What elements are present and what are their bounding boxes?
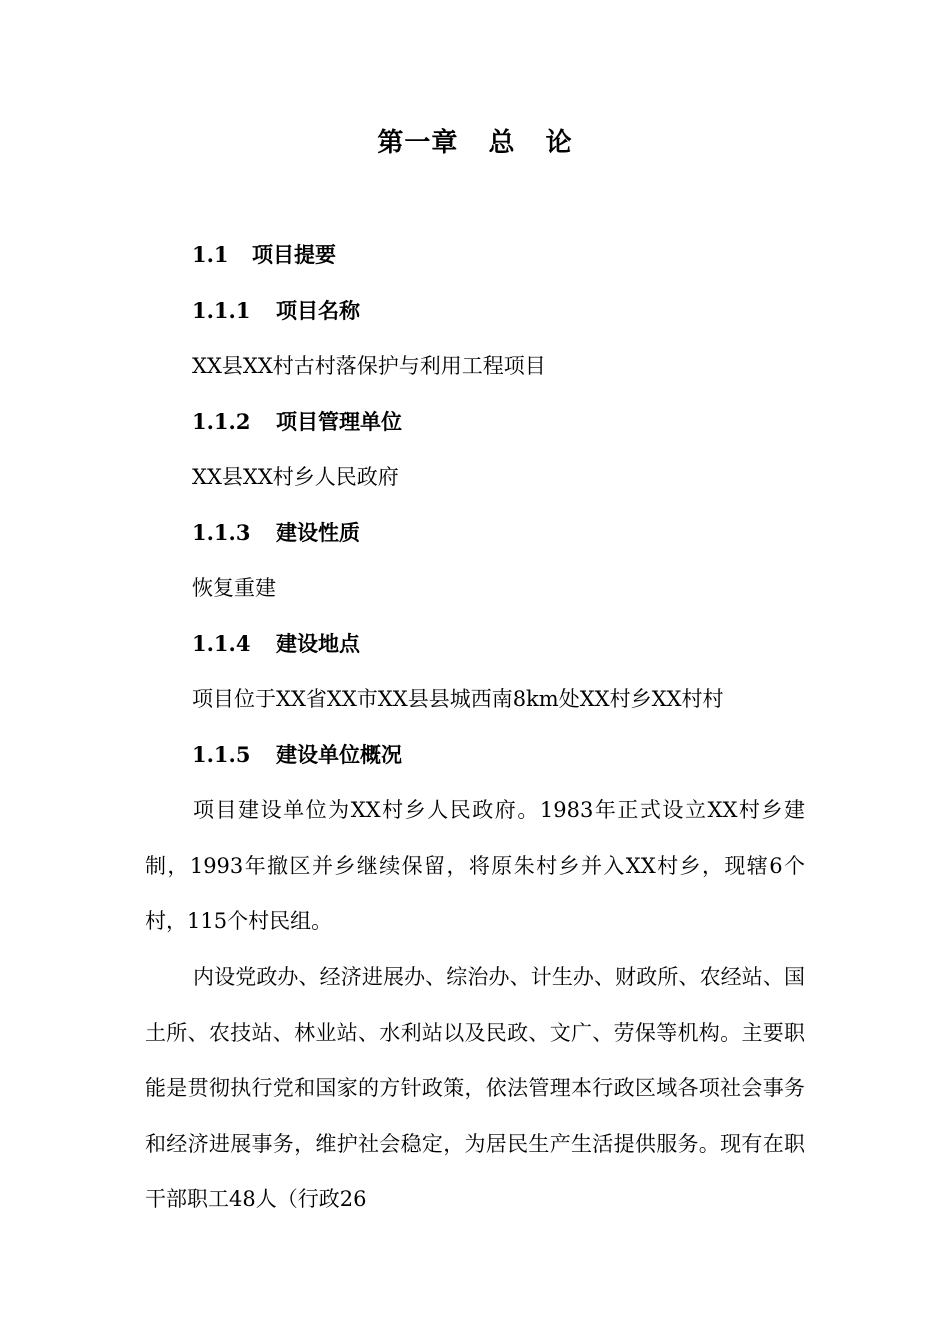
section-heading-1-1-1 (192, 296, 360, 326)
section-heading-1-1 (192, 240, 336, 270)
section-number: 1.1.3 (192, 520, 251, 545)
section-heading-1-1-4 (192, 629, 360, 659)
section-heading-1-1-2 (192, 407, 402, 437)
section-title: 建设单位概况 (276, 742, 402, 767)
section-title: 项目名称 (276, 298, 360, 323)
section-number: 1.1 (192, 242, 229, 267)
project-name-text: XX县XX村古村落保护与利用工程项目 (192, 354, 546, 378)
section-heading-1-1-3 (192, 518, 360, 548)
section-heading-1-1-5 (192, 740, 402, 770)
section-number: 1.1.1 (192, 298, 251, 323)
body-paragraph-1: 项目建设单位为XX村乡人民政府。1983年正式设立XX村乡建制，1993年撤区并乡继续保留，将原朱村乡并入XX村乡，现辖6个村，115个村民组。 (145, 798, 805, 933)
section-number: 1.1.2 (192, 409, 251, 434)
section-title: 项目提要 (252, 242, 336, 267)
section-number: 1.1.5 (192, 742, 251, 767)
section-title: 项目管理单位 (276, 409, 402, 434)
construction-nature-text: 恢复重建 (192, 576, 276, 600)
management-unit-text: XX县XX村乡人民政府 (192, 465, 399, 489)
section-number: 1.1.4 (192, 631, 251, 656)
section-title: 建设地点 (276, 631, 360, 656)
chapter-title: 第一章 总 论 (377, 128, 573, 158)
body-paragraph-2: 内设党政办、经济进展办、综治办、计生办、财政所、农经站、国土所、农技站、林业站、水利站以及民政、文广、劳保等机构。主要职能是贯彻执行党和国家的方针政策，依法管理本行政区域各项社会事务和经济进展事务，维护社会稳定，为居民生产生活提供服务。现有在职干部职工48人（行政26 (145, 965, 805, 1211)
construction-location-text: 项目位于XX省XX市XX县县城西南8km处XX村乡XX村村 (192, 687, 724, 711)
section-title: 建设性质 (276, 520, 360, 545)
